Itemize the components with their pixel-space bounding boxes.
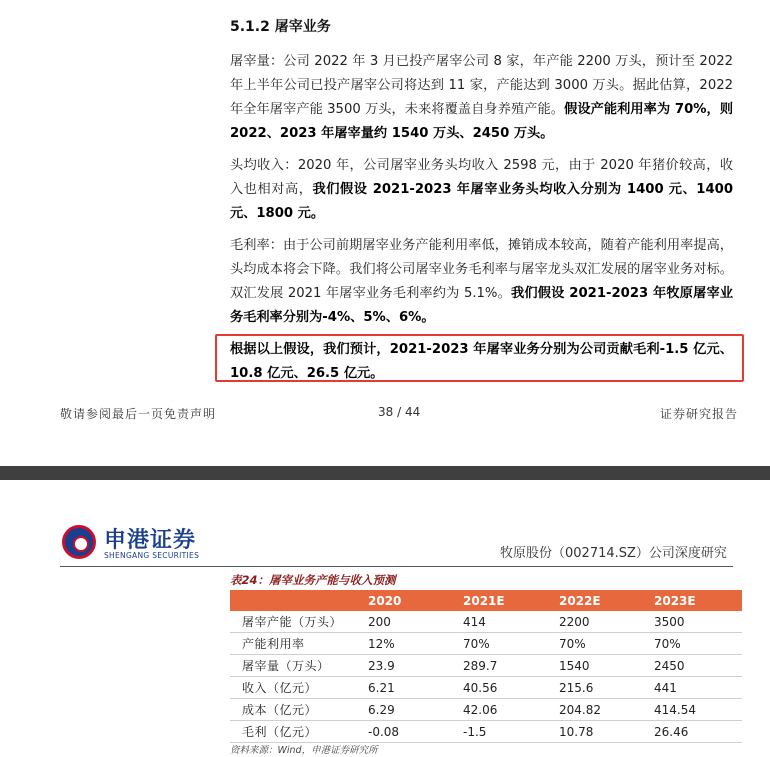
table-row-label: 屠宰产能（万头）: [230, 611, 360, 633]
table-row: [230, 721, 742, 743]
table-cell: 289.7: [455, 655, 551, 677]
table-cell: 414.54: [646, 699, 742, 721]
logo-text-cn: 申港证券: [104, 528, 197, 553]
table-row-label: 成本（亿元）: [230, 699, 360, 721]
table-header-cell: 2020: [360, 590, 455, 611]
table-row: [230, 611, 742, 633]
paragraph-bold: 我们假设 2021-2023 年牧原屠宰业务毛利率分别为-4%、5%、6%。: [230, 286, 734, 325]
company-logo: [62, 521, 202, 565]
paragraph-conclusion: [230, 338, 733, 386]
table-cell: 12%: [360, 633, 455, 655]
header-divider: [60, 566, 733, 567]
table-cell: 1540: [551, 655, 646, 677]
table-cell: 414: [455, 611, 551, 633]
paragraph-bold: 假设产能利用率为 70%，则 2022、2023 年屠宰量约 1540 万头、2450 万头。: [230, 102, 734, 141]
footer-disclaimer: 敬请参阅最后一页免责声明: [60, 407, 217, 421]
paragraph-gross-margin: [230, 234, 733, 330]
table-row: [230, 677, 742, 699]
footer-page-number: 38 / 44: [378, 405, 421, 419]
table-header-cell: 2023E: [646, 590, 742, 611]
table-header-cell: 2022E: [551, 590, 646, 611]
table-cell: 40.56: [455, 677, 551, 699]
table-source-note: 资料来源：Wind，申港证券研究所: [230, 745, 378, 756]
table-cell: 70%: [551, 633, 646, 655]
paragraph-text: 毛利率：由于公司前期屠宰业务产能利用率低，摊销成本较高，随着产能利用率提高，头均成本将会下降。我们将公司屠宰业务毛利率与屠宰龙头双汇发展的屠宰业务对标。双汇发展 2021 年屠宰业务毛利率约为 5.1%。: [230, 238, 733, 301]
table-cell: 42.06: [455, 699, 551, 721]
table-row: [230, 699, 742, 721]
table-cell: 200: [360, 611, 455, 633]
page-separator: [0, 440, 770, 480]
table-cell: -1.5: [455, 721, 551, 743]
table-cell: 2450: [646, 655, 742, 677]
table-caption: 表24：屠宰业务产能与收入预测: [230, 573, 396, 587]
table-row-label: 产能利用率: [230, 633, 360, 655]
table-cell: 215.6: [551, 677, 646, 699]
table-header-row: [230, 590, 742, 611]
table-header-cell: [230, 590, 360, 611]
table-header-cell: 2021E: [455, 590, 551, 611]
table-cell: 26.46: [646, 721, 742, 743]
paragraph-revenue-per-head: [230, 154, 733, 226]
forecast-table: [230, 590, 742, 743]
report-page-39: [0, 480, 770, 757]
paragraph-slaughter-volume: [230, 50, 733, 146]
logo-emblem-icon: [62, 525, 96, 559]
paragraph-text: 头均收入：2020 年，公司屠宰业务头均收入 2598 元，由于 2020 年猪价较高，收入也相对高，: [230, 158, 733, 197]
table-cell: 70%: [646, 633, 742, 655]
table-cell: 70%: [455, 633, 551, 655]
table-cell: 2200: [551, 611, 646, 633]
footer-report-type: 证券研究报告: [660, 407, 739, 421]
paragraph-text: 屠宰量：公司 2022 年 3 月已投产屠宰公司 8 家，年产能 2200 万头，预计至 2022 年上半年公司已投产屠宰公司将达到 11 家，产能达到 3000 万头。据此估算，2022 年全年屠宰产能 3500 万头，未来将覆盖自身养殖产能。: [230, 54, 733, 117]
table-cell: 204.82: [551, 699, 646, 721]
table-row-label: 收入（亿元）: [230, 677, 360, 699]
table-row-label: 毛利（亿元）: [230, 721, 360, 743]
table-row: [230, 633, 742, 655]
table-cell: 10.78: [551, 721, 646, 743]
table-cell: -0.08: [360, 721, 455, 743]
table-cell: 441: [646, 677, 742, 699]
table-cell: 6.21: [360, 677, 455, 699]
table-cell: 23.9: [360, 655, 455, 677]
table-cell: 3500: [646, 611, 742, 633]
table-cell: 6.29: [360, 699, 455, 721]
paragraph-bold: 根据以上假设，我们预计，2021-2023 年屠宰业务分别为公司贡献毛利-1.5 亿元、10.8 亿元、26.5 亿元。: [230, 342, 733, 381]
section-title: 5.1.2 屠宰业务: [230, 19, 331, 35]
logo-text-en: SHENGANG SECURITIES: [104, 551, 200, 560]
page-separator-band: [0, 466, 770, 480]
table-row-label: 屠宰量（万头）: [230, 655, 360, 677]
table-row: [230, 655, 742, 677]
paragraph-bold: 我们假设 2021-2023 年屠宰业务头均收入分别为 1400 元、1400 元、1800 元。: [230, 182, 734, 221]
page-header-title: 牧原股份（002714.SZ）公司深度研究: [500, 546, 727, 561]
